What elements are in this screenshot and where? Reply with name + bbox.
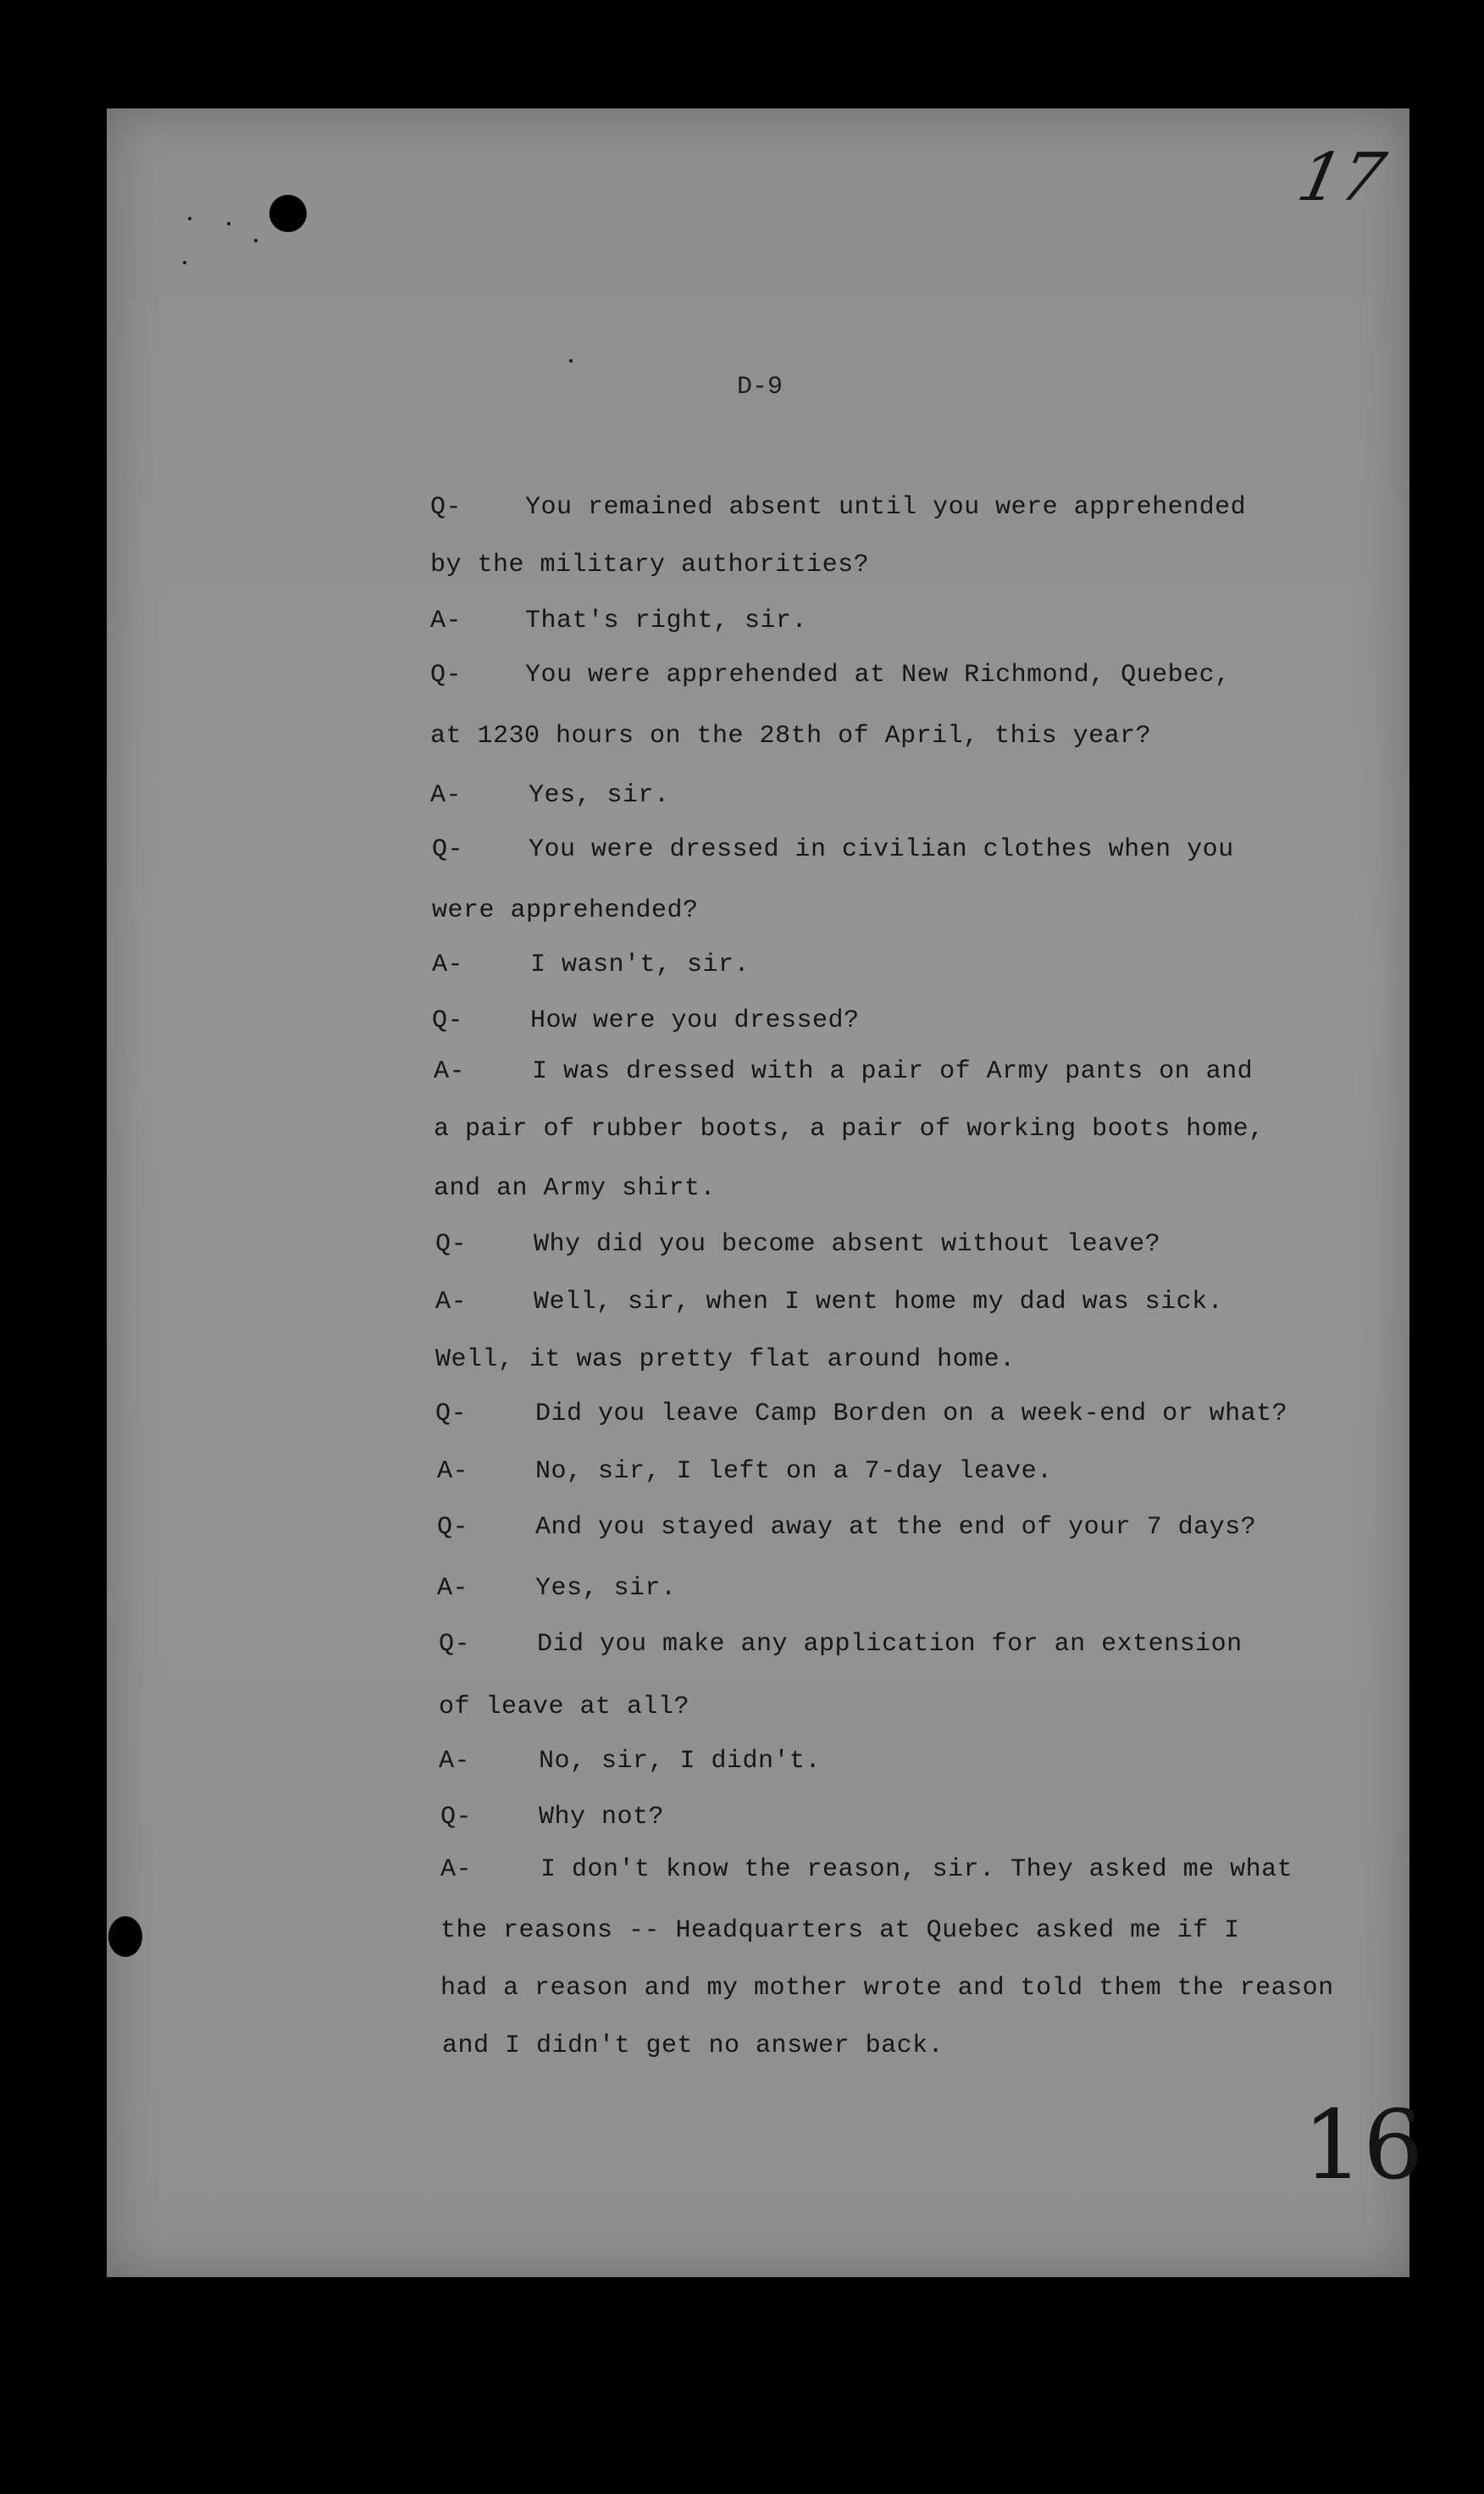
speaker-marker: A- bbox=[434, 1057, 466, 1086]
speaker-marker: Q- bbox=[432, 835, 464, 864]
handwritten-page-number: 16 bbox=[1303, 2091, 1424, 2201]
speaker-marker: Q- bbox=[430, 493, 462, 522]
ink-speck bbox=[227, 222, 230, 225]
speaker-marker: Q- bbox=[439, 1630, 471, 1659]
line-text: and an Army shirt. bbox=[434, 1174, 717, 1203]
line-text: by the military authorities? bbox=[430, 551, 870, 579]
transcript-line bbox=[0, 1006, 1484, 1044]
line-text: No, sir, I didn't. bbox=[539, 1747, 822, 1776]
speaker-marker: Q- bbox=[430, 661, 462, 690]
ink-speck bbox=[183, 261, 186, 264]
transcript-line bbox=[0, 722, 1484, 759]
line-text: That's right, sir. bbox=[525, 607, 808, 635]
speaker-marker: A- bbox=[430, 607, 462, 635]
transcript-line bbox=[0, 1513, 1484, 1550]
transcript-line bbox=[0, 835, 1484, 873]
transcript-line bbox=[0, 2031, 1484, 2069]
line-text: and I didn't get no answer back. bbox=[442, 2031, 944, 2060]
line-text: of leave at all? bbox=[439, 1693, 690, 1721]
line-text: I don't know the reason, sir. They asked me what bbox=[540, 1855, 1293, 1884]
line-text: How were you dressed? bbox=[530, 1006, 860, 1035]
transcript-line bbox=[0, 1399, 1484, 1437]
handwritten-folio-number: 17 bbox=[1291, 140, 1392, 216]
line-text: Well, sir, when I went home my dad was sick. bbox=[534, 1288, 1224, 1316]
speaker-marker: Q- bbox=[437, 1513, 469, 1542]
transcript-line bbox=[0, 551, 1484, 588]
transcript-line bbox=[0, 1693, 1484, 1730]
transcript-line bbox=[0, 607, 1484, 644]
line-text: You were dressed in civilian clothes when you bbox=[529, 835, 1234, 864]
line-text: the reasons -- Headquarters at Quebec asked me if I bbox=[440, 1916, 1240, 1945]
line-text: Yes, sir. bbox=[529, 781, 670, 810]
line-text: I was dressed with a pair of Army pants on and bbox=[532, 1057, 1254, 1086]
transcript-line bbox=[0, 1288, 1484, 1325]
line-text: You were apprehended at New Richmond, Quebec, bbox=[525, 661, 1231, 690]
speaker-marker: Q- bbox=[435, 1399, 468, 1428]
speaker-marker: A- bbox=[440, 1855, 473, 1884]
transcript-line bbox=[0, 1115, 1484, 1152]
line-text: Did you leave Camp Borden on a week-end or what? bbox=[535, 1399, 1288, 1428]
transcript-line bbox=[0, 1174, 1484, 1211]
transcript-line bbox=[0, 1057, 1484, 1095]
transcript-line bbox=[0, 896, 1484, 934]
page-label: D-9 bbox=[737, 373, 784, 402]
line-text: Why did you become absent without leave? bbox=[534, 1230, 1161, 1259]
transcript-line bbox=[0, 1974, 1484, 2011]
line-text: You remained absent until you were apprehended bbox=[525, 493, 1247, 522]
speaker-marker: Q- bbox=[435, 1230, 468, 1259]
line-text: Why not? bbox=[539, 1803, 665, 1832]
line-text: No, sir, I left on a 7-day leave. bbox=[535, 1457, 1053, 1486]
transcript-line bbox=[0, 1230, 1484, 1267]
transcript-line bbox=[0, 1345, 1484, 1383]
line-text: had a reason and my mother wrote and told them the reason bbox=[440, 1974, 1334, 2003]
transcript-line bbox=[0, 1747, 1484, 1784]
speaker-marker: A- bbox=[435, 1288, 468, 1316]
transcript-line bbox=[0, 1457, 1484, 1494]
transcript-line bbox=[0, 1574, 1484, 1611]
punch-hole-top bbox=[269, 195, 307, 232]
line-text: I wasn't, sir. bbox=[530, 950, 750, 979]
line-text: were apprehended? bbox=[432, 896, 699, 925]
line-text: Did you make any application for an extension bbox=[537, 1630, 1243, 1659]
speaker-marker: Q- bbox=[440, 1803, 473, 1832]
ink-speck bbox=[254, 239, 257, 242]
transcript-line bbox=[0, 1916, 1484, 1954]
speaker-marker: A- bbox=[437, 1574, 469, 1603]
speaker-marker: A- bbox=[437, 1457, 469, 1486]
speaker-marker: A- bbox=[430, 781, 462, 810]
line-text: And you stayed away at the end of your 7 days? bbox=[535, 1513, 1257, 1542]
transcript-line bbox=[0, 781, 1484, 818]
transcript-line bbox=[0, 1855, 1484, 1893]
line-text: a pair of rubber boots, a pair of working boots home, bbox=[434, 1115, 1265, 1144]
transcript-line bbox=[0, 1803, 1484, 1840]
line-text: Well, it was pretty flat around home. bbox=[435, 1345, 1016, 1374]
transcript-line bbox=[0, 661, 1484, 698]
transcript-line bbox=[0, 1630, 1484, 1667]
speaker-marker: A- bbox=[439, 1747, 471, 1776]
ink-speck bbox=[188, 217, 191, 220]
line-text: Yes, sir. bbox=[535, 1574, 677, 1603]
transcript-line bbox=[0, 950, 1484, 988]
ink-speck bbox=[569, 359, 573, 363]
line-text: at 1230 hours on the 28th of April, this year? bbox=[430, 722, 1152, 751]
speaker-marker: A- bbox=[432, 950, 464, 979]
transcript-line bbox=[0, 493, 1484, 530]
speaker-marker: Q- bbox=[432, 1006, 464, 1035]
